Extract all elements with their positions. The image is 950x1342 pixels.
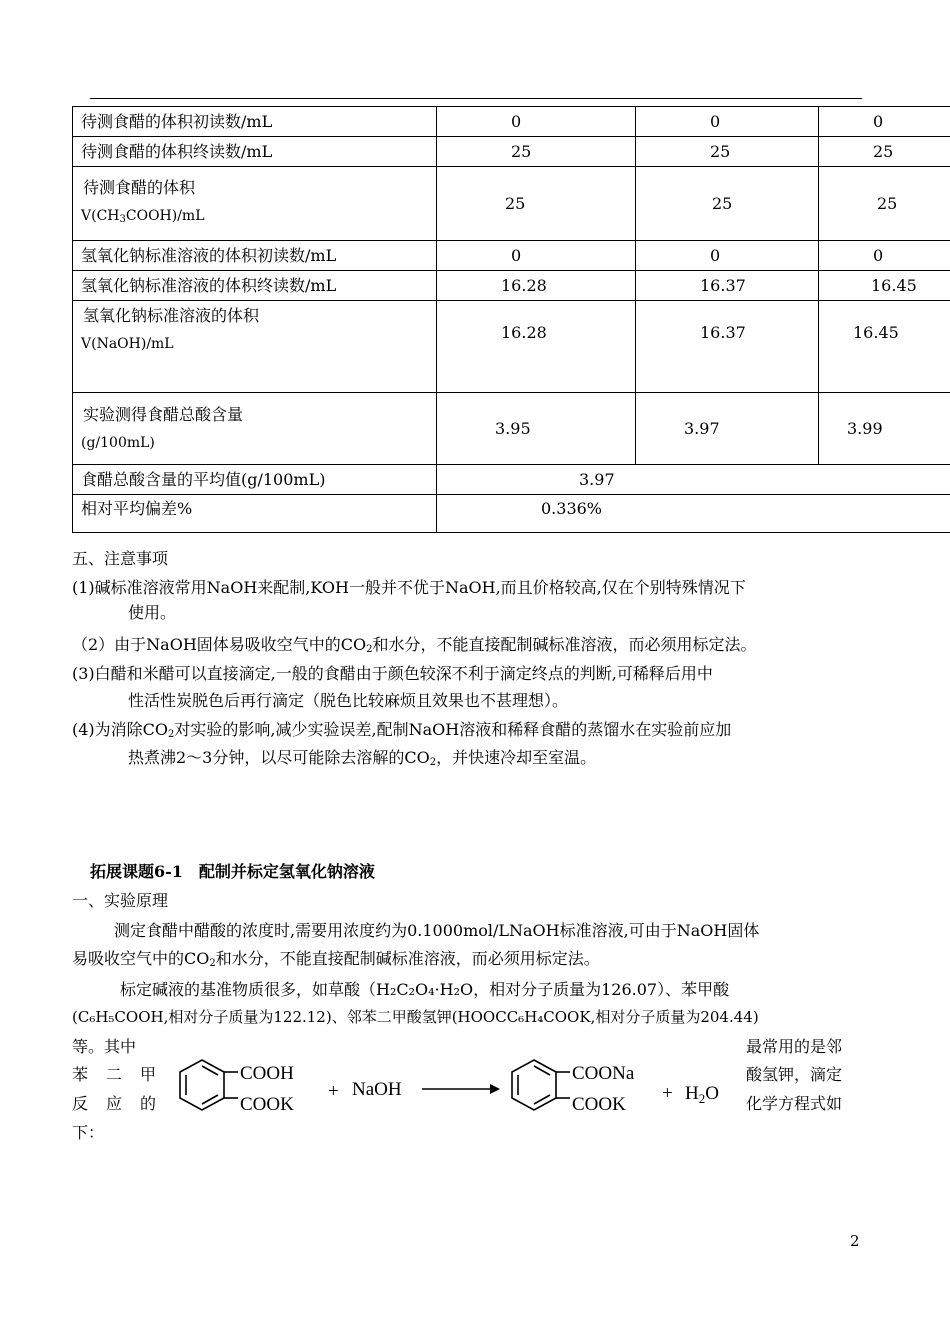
cell-value: 3.95	[437, 393, 636, 465]
cell-value: 25	[437, 137, 636, 167]
note-4-line-2: 热煮沸2～3分钟，以尽可能除去溶解的$CO_2$，并快速冷却至室温。	[128, 748, 597, 768]
table-row	[73, 393, 950, 465]
phthalate-ring-product	[512, 1060, 570, 1110]
principle-paragraph-2-line-1: 标定碱液的基准物质很多，如草酸（H₂C₂O₄·H₂O，相对分子质量为126.07）、苯甲酸	[120, 980, 730, 999]
principle-paragraph-1-line-1: 测定食醋中醋酸的浓度时,需要用浓度约为0.1000mol/LNaOH标准溶液,可由于NaOH固体	[114, 921, 760, 940]
cell-value: 0	[437, 107, 636, 137]
cell-value: 16.45	[819, 271, 950, 301]
table-row	[73, 107, 950, 137]
reaction-arrow	[422, 1084, 500, 1094]
reactant-bottom-group: COOK	[240, 1094, 294, 1115]
note-1-line-2: 使用。	[128, 603, 177, 622]
reaction-equation	[178, 1052, 738, 1128]
note-1-line-1: (1)碱标准溶液常用NaOH来配制,KOH一般并不优于NaOH,而且价格较高,仅在个别特殊情况下	[72, 578, 746, 597]
cell-value: 0	[819, 107, 950, 137]
row-label: 相对平均偏差%	[73, 495, 437, 533]
cell-value: 25	[636, 167, 819, 241]
table-row	[73, 241, 950, 271]
cell-value: 25	[819, 167, 950, 241]
cell-value: 16.28	[437, 301, 636, 393]
principle-paragraph-1-line-2: 易吸收空气中的$CO_2$和水分，不能直接配制碱标准溶液，而必须用标定法。	[72, 949, 600, 969]
notes-title: 五、注意事项	[72, 549, 169, 568]
principle-paragraph-2-line-2: (C₆H₅COOH,相对分子质量为122.12)、邻苯二甲酸氢钾(HOOCC₆H₄COOK,相对分子质量为204.44)	[72, 1008, 759, 1026]
cell-value: 0	[636, 241, 819, 271]
table-row	[73, 167, 950, 241]
water-formula: $H_2O$	[685, 1083, 719, 1106]
row-label: 氢氧化钠标准溶液的体积初读数/mL	[73, 241, 437, 271]
cell-value: 16.37	[636, 301, 819, 393]
table-row	[73, 271, 950, 301]
wrap-left-line: 等。其中	[72, 1037, 137, 1056]
cell-value: 0	[819, 241, 950, 271]
row-label: 氢氧化钠标准溶液的体积 V(NaOH)/mL	[73, 301, 437, 393]
deviation-row	[73, 495, 950, 533]
reactant-top-group: COOH	[240, 1063, 294, 1084]
section-heading: 一、实验原理	[72, 891, 169, 910]
wrap-left-line: 反 应 的	[72, 1094, 156, 1113]
cell-value: 16.28	[437, 271, 636, 301]
note-3-line-2: 性活性炭脱色后再行滴定（脱色比较麻烦且效果也不甚理想）。	[128, 691, 569, 710]
table-row	[73, 301, 950, 393]
cell-value: 25	[636, 137, 819, 167]
cell-value: 16.45	[819, 301, 950, 393]
product-top-group: COONa	[572, 1063, 635, 1084]
wrap-right-line: 酸氢钾，滴定	[746, 1065, 843, 1084]
row-label: 实验测得食醋总酸含量 (g/100mL)	[73, 393, 437, 465]
plus-sign: +	[328, 1081, 339, 1102]
row-label: 氢氧化钠标准溶液的体积终读数/mL	[73, 271, 437, 301]
cell-value: 25	[437, 167, 636, 241]
row-label: 待测食醋的体积终读数/mL	[73, 137, 437, 167]
header-rule	[90, 98, 862, 99]
cell-value: 3.99	[819, 393, 950, 465]
titration-data-table	[72, 106, 950, 533]
row-label: 待测食醋的体积初读数/mL	[73, 107, 437, 137]
note-2: （2）由于NaOH固体易吸收空气中的$CO_2$和水分，不能直接配制碱标准溶液，而必须用标定法。	[72, 635, 757, 655]
product-bottom-group: COOK	[572, 1094, 626, 1115]
average-value: 3.97	[437, 465, 950, 495]
cell-value: 16.37	[636, 271, 819, 301]
page-number: 2	[850, 1232, 860, 1250]
cell-value: 25	[819, 137, 950, 167]
note-4-line-1: (4)为消除$CO_2$对实验的影响,减少实验误差,配制NaOH溶液和稀释食醋的蒸馏水在实验前应加	[72, 720, 732, 740]
wrap-right-line: 化学方程式如	[746, 1094, 843, 1113]
deviation-value: 0.336%	[437, 495, 950, 533]
cell-value: 0	[437, 241, 636, 271]
average-row	[73, 465, 950, 495]
note-3-line-1: (3)白醋和米醋可以直接滴定,一般的食醋由于颜色较深不利于滴定终点的判断,可稀释后用中	[72, 664, 713, 683]
phthalate-ring-reactant	[180, 1060, 238, 1110]
wrap-right-line: 最常用的是邻	[746, 1037, 843, 1056]
cell-value: 0	[636, 107, 819, 137]
row-label: 食醋总酸含量的平均值(g/100mL)	[73, 465, 437, 495]
wrap-left-line: 苯 二 甲	[72, 1065, 156, 1084]
extension-title: 拓展课题6-1 配制并标定氢氧化钠溶液	[90, 862, 375, 881]
plus-sign: +	[662, 1083, 673, 1104]
wrap-left-line: 下：	[72, 1123, 105, 1142]
reagent-naoh: NaOH	[352, 1079, 402, 1100]
row-label: 待测食醋的体积 $V(CH_3COOH)/mL$	[73, 167, 437, 241]
cell-value: 3.97	[636, 393, 819, 465]
table-row	[73, 137, 950, 167]
